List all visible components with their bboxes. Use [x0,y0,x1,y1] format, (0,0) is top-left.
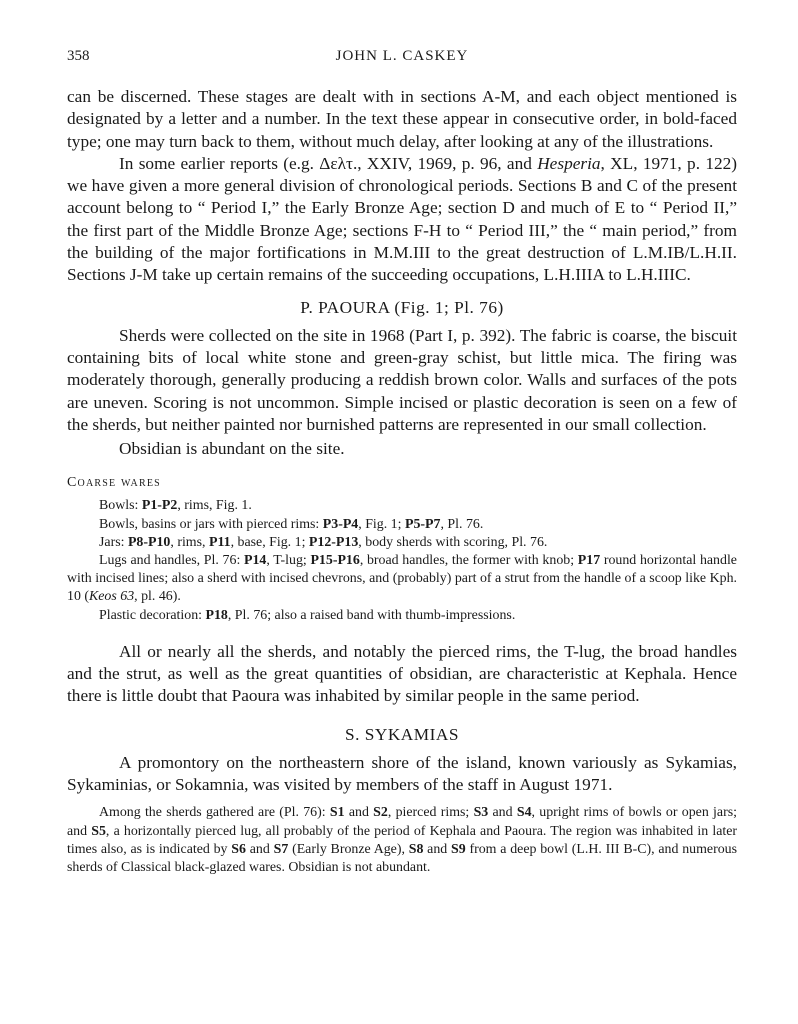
paoura-paragraph-3: All or nearly all the sherds, and notably the pierced rims, the T-lug, the broad handles and the strut, as well as the great quantities of obsidian, are characteristic at Kephala. Hence there is little doubt that Paoura was inhabited by similar people in the same period. [67,641,737,706]
paoura-paragraph-2: Obsidian is abundant on the site. [119,439,345,459]
coarse-wares-label: Coarse wares [67,475,161,491]
catalogue-jars: Jars: P8-P10, rims, P11, base, Fig. 1; P12-P13, body sherds with scoring, Pl. 76. [99,534,548,550]
intro-paragraph-2: In some earlier reports (e.g. Δελτ., XXIV, 1969, p. 96, and Hesperia, XL, 1971, p. 122) we have given a more general division of chronological periods. Sections B and C of the present account belong to “ Period I,” the Early Bronze Age; section D and much of E to “ Period II,” the first part of the Middle Bronze Age; sections F-H to “ Period III,” the “ main period,” from the building of the major fortifications in M.M.III to the great destruction of L.M.IB/L.H.II. Sections J-M take up certain remains of the succeeding occupations, L.H.IIIA to L.H.IIIC. [67,153,738,285]
catalogue-basins: Bowls, basins or jars with pierced rims: P3-P4, Fig. 1; P5-P7, Pl. 76. [99,516,484,532]
page-number: 358 [67,48,90,64]
page-header [67,48,737,70]
running-head: JOHN L. CASKEY [335,48,469,64]
intro-paragraph-1: can be discerned. These stages are dealt with in sections A-M, and each object mentioned is designated by a letter and a number. In the text these appear in consecutive order, in bold-faced type; one may turn back to them, without much delay, after looking at any of the illustrations. [67,87,737,151]
article-body [67,86,737,877]
sykamias-sherds-paragraph: Among the sherds gathered are (Pl. 76): S1 and S2, pierced rims; S3 and S4, upright rims of bowls or open jars; and S5, a horizontally pierced lug, all probably of the period of Kephala and Paoura. The region was inhabited in later times also, as is indicated by S6 and S7 (Early Bronze Age), S8 and S9 from a deep bowl (L.H. III B-C), and numerous sherds of Classical black-glazed wares. Obsidian is not abundant. [67,805,738,875]
section-heading-paoura: P. PAOURA (Fig. 1; Pl. 76) [300,297,504,317]
catalogue-bowls: Bowls: P1-P2, rims, Fig. 1. [99,498,252,514]
catalogue-lugs: Lugs and handles, Pl. 76: P14, T-lug; P15-P16, broad handles, the former with knob; P17 round horizontal handle with incised lines; also a sherd with incised chevrons, and (probably) part of a strut from the handle of a scoop like Kph. 10 (Keos 63, pl. 46). [67,553,737,605]
section-heading-sykamias: S. SYKAMIAS [344,724,459,744]
sykamias-paragraph-1: A promontory on the northeastern shore of the island, known variously as Sykamias, Sykaminias, or Sokamnia, was visited by members of the staff in August 1971. [67,752,737,795]
paoura-paragraph-1: Sherds were collected on the site in 1968 (Part I, p. 392). The fabric is coarse, the biscuit containing bits of local white stone and green-gray schist, but little mica. The firing was moderately thorough, generally producing a reddish brown color. Walls and surfaces of the pots are uneven. Scoring is not uncommon. Simple incised or plastic decoration is seen on a few of the sherds, but neither painted nor burnished patterns are represented in our small collection. [67,325,737,434]
catalogue-plastic: Plastic decoration: P18, Pl. 76; also a raised band with thumb-impressions. [99,607,516,623]
